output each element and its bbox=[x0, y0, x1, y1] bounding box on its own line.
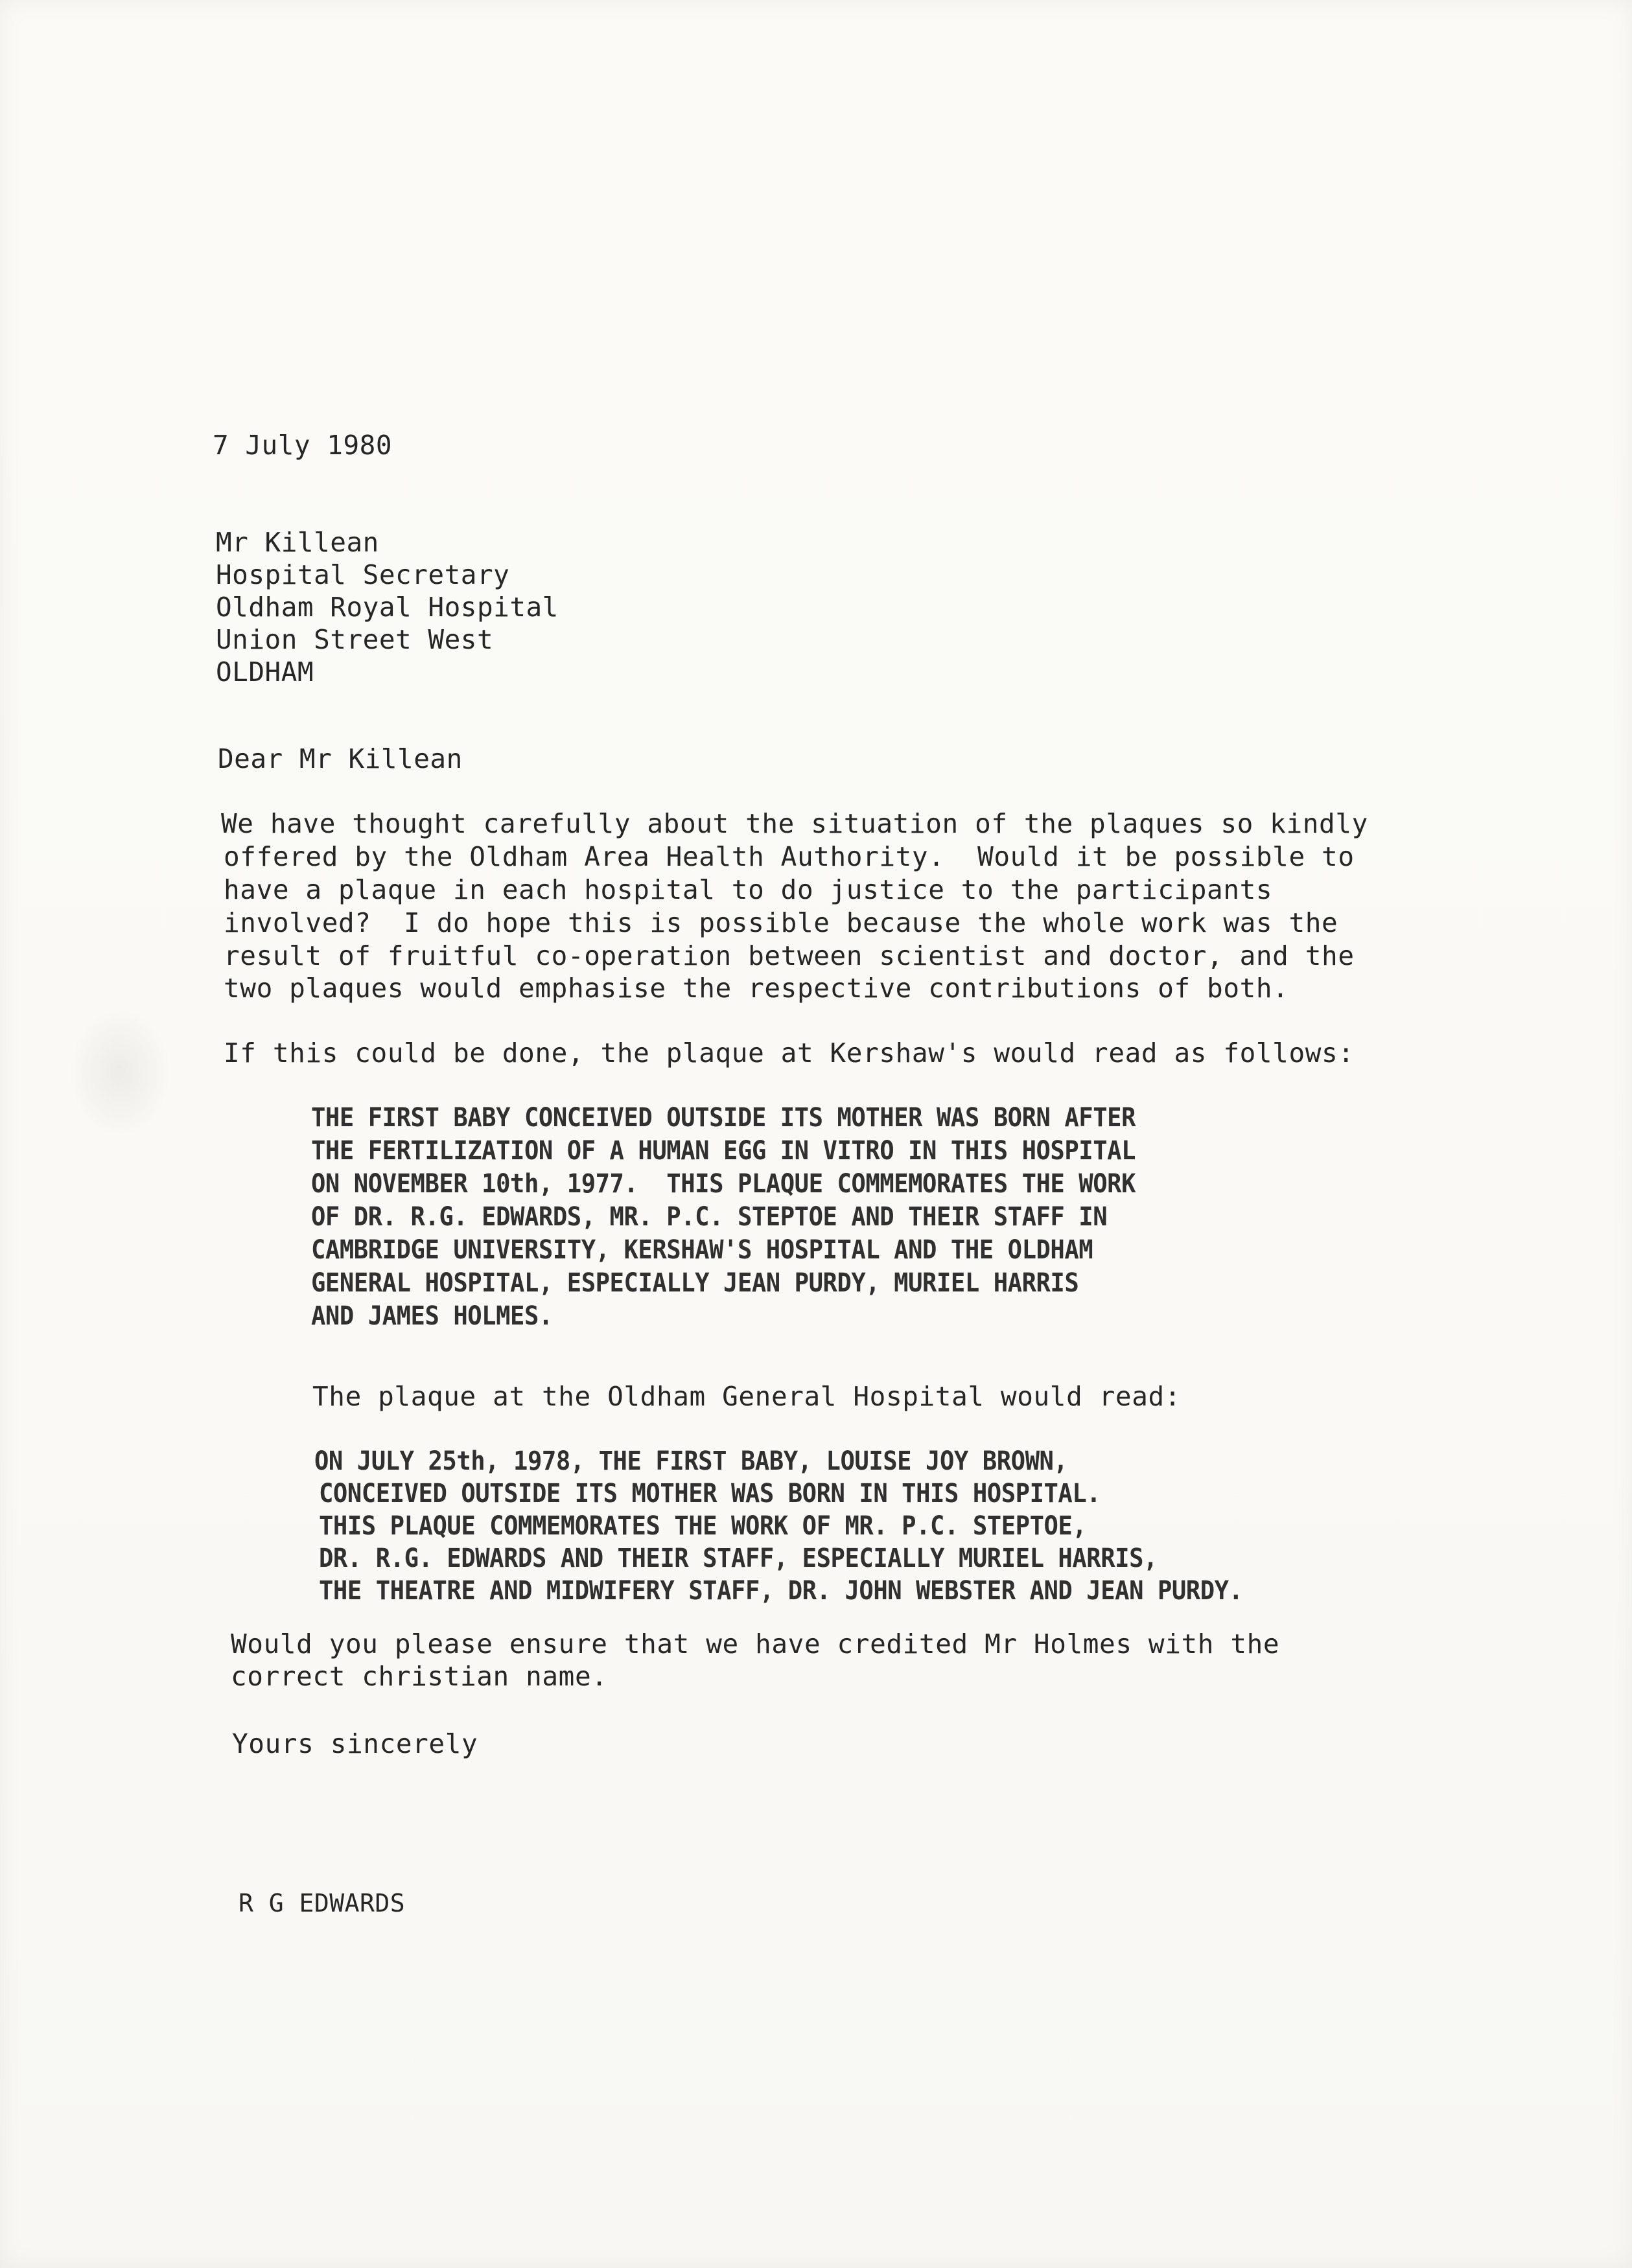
paragraph-4-line: correct christian name. bbox=[231, 1661, 608, 1692]
recipient-title: Hospital Secretary bbox=[216, 559, 510, 590]
plaque-kershaw-line: CAMBRIDGE UNIVERSITY, KERSHAW'S HOSPITAL AND THE OLDHAM bbox=[311, 1235, 1093, 1265]
paragraph-1-line: two plaques would emphasise the respective contributions of both. bbox=[224, 973, 1289, 1004]
salutation: Dear Mr Killean bbox=[218, 743, 463, 774]
paragraph-4-line: Would you please ensure that we have credited Mr Holmes with the bbox=[231, 1628, 1280, 1660]
paragraph-1-line: result of fruitful co-operation between scientist and doctor, and the bbox=[224, 940, 1355, 971]
plaque-kershaw-line: GENERAL HOSPITAL, ESPECIALLY JEAN PURDY, MURIEL HARRIS bbox=[311, 1268, 1079, 1298]
plaque-oldham-line: THIS PLAQUE COMMEMORATES THE WORK OF MR. P.C. STEPTOE, bbox=[319, 1511, 1087, 1541]
recipient-organisation: Oldham Royal Hospital bbox=[216, 592, 559, 623]
plaque-oldham-line: ON JULY 25th, 1978, THE FIRST BABY, LOUISE JOY BROWN, bbox=[314, 1446, 1068, 1476]
plaque-oldham-line: CONCEIVED OUTSIDE ITS MOTHER WAS BORN IN THIS HOSPITAL. bbox=[319, 1479, 1101, 1509]
plaque-kershaw-line: AND JAMES HOLMES. bbox=[311, 1301, 553, 1331]
paragraph-1-line: We have thought carefully about the situation of the plaques so kindly bbox=[221, 808, 1368, 839]
signature-name: R G EDWARDS bbox=[239, 1889, 406, 1917]
paper-smudge bbox=[71, 1011, 169, 1134]
paragraph-3: The plaque at the Oldham General Hospital would read: bbox=[312, 1381, 1182, 1412]
plaque-kershaw-line: THE FIRST BABY CONCEIVED OUTSIDE ITS MOTHER WAS BORN AFTER bbox=[311, 1103, 1136, 1133]
recipient-street: Union Street West bbox=[216, 624, 494, 655]
closing: Yours sincerely bbox=[232, 1728, 478, 1759]
plaque-oldham-line: DR. R.G. EDWARDS AND THEIR STAFF, ESPECIALLY MURIEL HARRIS, bbox=[319, 1544, 1158, 1573]
paragraph-2: If this could be done, the plaque at Kershaw's would read as follows: bbox=[224, 1037, 1355, 1069]
paragraph-1-line: involved? I do hope this is possible because the whole work was the bbox=[224, 907, 1338, 938]
paragraph-1-line: offered by the Oldham Area Health Authority. Would it be possible to bbox=[224, 841, 1355, 872]
plaque-oldham-line: THE THEATRE AND MIDWIFERY STAFF, DR. JOHN WEBSTER AND JEAN PURDY. bbox=[319, 1576, 1243, 1606]
paragraph-1-line: have a plaque in each hospital to do justice to the participants bbox=[224, 874, 1273, 905]
recipient-name: Mr Killean bbox=[216, 527, 379, 558]
recipient-town: OLDHAM bbox=[216, 656, 314, 688]
letter-date: 7 July 1980 bbox=[213, 430, 393, 461]
plaque-kershaw-line: ON NOVEMBER 10th, 1977. THIS PLAQUE COMMEMORATES THE WORK bbox=[311, 1169, 1136, 1199]
plaque-kershaw-line: THE FERTILIZATION OF A HUMAN EGG IN VITRO IN THIS HOSPITAL bbox=[311, 1136, 1136, 1166]
plaque-kershaw-line: OF DR. R.G. EDWARDS, MR. P.C. STEPTOE AND THEIR STAFF IN bbox=[311, 1202, 1108, 1232]
